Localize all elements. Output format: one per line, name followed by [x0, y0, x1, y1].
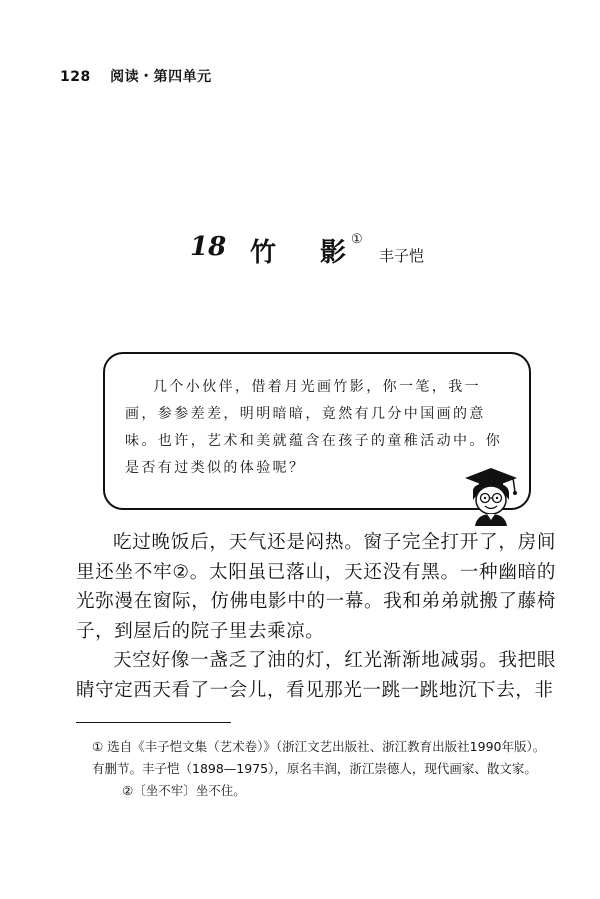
footnotes [92, 736, 552, 802]
title-footnote-marker: ① [351, 232, 363, 247]
graduate-student-icon [455, 460, 521, 526]
paragraph-2: 天空好像一盏乏了油的灯，红光渐渐地减弱。我把眼睛守定西天看了一会儿，看见那光一跳一跳地沉下去，非 [76, 650, 556, 701]
footnote-1: ① 选自《丰子恺文集（艺术卷）》（浙江文艺出版社、浙江教育出版社1990年版）。有删节。丰子恺（1898—1975），原名丰润，浙江崇德人，现代画家、散文家。 [92, 739, 546, 776]
intro-text: 几个小伙伴，借着月光画竹影，你一笔，我一画，参参差差，明明暗暗，竟然有几分中国画的意味。也许，艺术和美就蕴含在孩子的童稚活动中。你是否有过类似的体验呢？ [125, 379, 503, 476]
body-text [76, 528, 556, 705]
page-header [60, 66, 212, 86]
footnote-divider [76, 722, 231, 723]
footnote-2: ②〔坐不牢〕坐不住。 [122, 783, 246, 798]
page-number: 128 [60, 69, 91, 85]
author-name: 丰子恺 [379, 247, 425, 265]
title-char-2: 影 [320, 238, 347, 268]
section-title: 阅读・第四单元 [110, 69, 212, 85]
lesson-number: 18 [190, 232, 227, 262]
paragraph-1: 吃过晚饭后，天气还是闷热。窗子完全打开了，房间里还坐不牢②。太阳虽已落山，天还没有黑。一种幽暗的光弥漫在窗际，仿佛电影中的一幕。我和弟弟就搬了藤椅子，到屋后的院子里去乘凉。 [76, 532, 556, 642]
title-char-1: 竹 [250, 238, 277, 268]
